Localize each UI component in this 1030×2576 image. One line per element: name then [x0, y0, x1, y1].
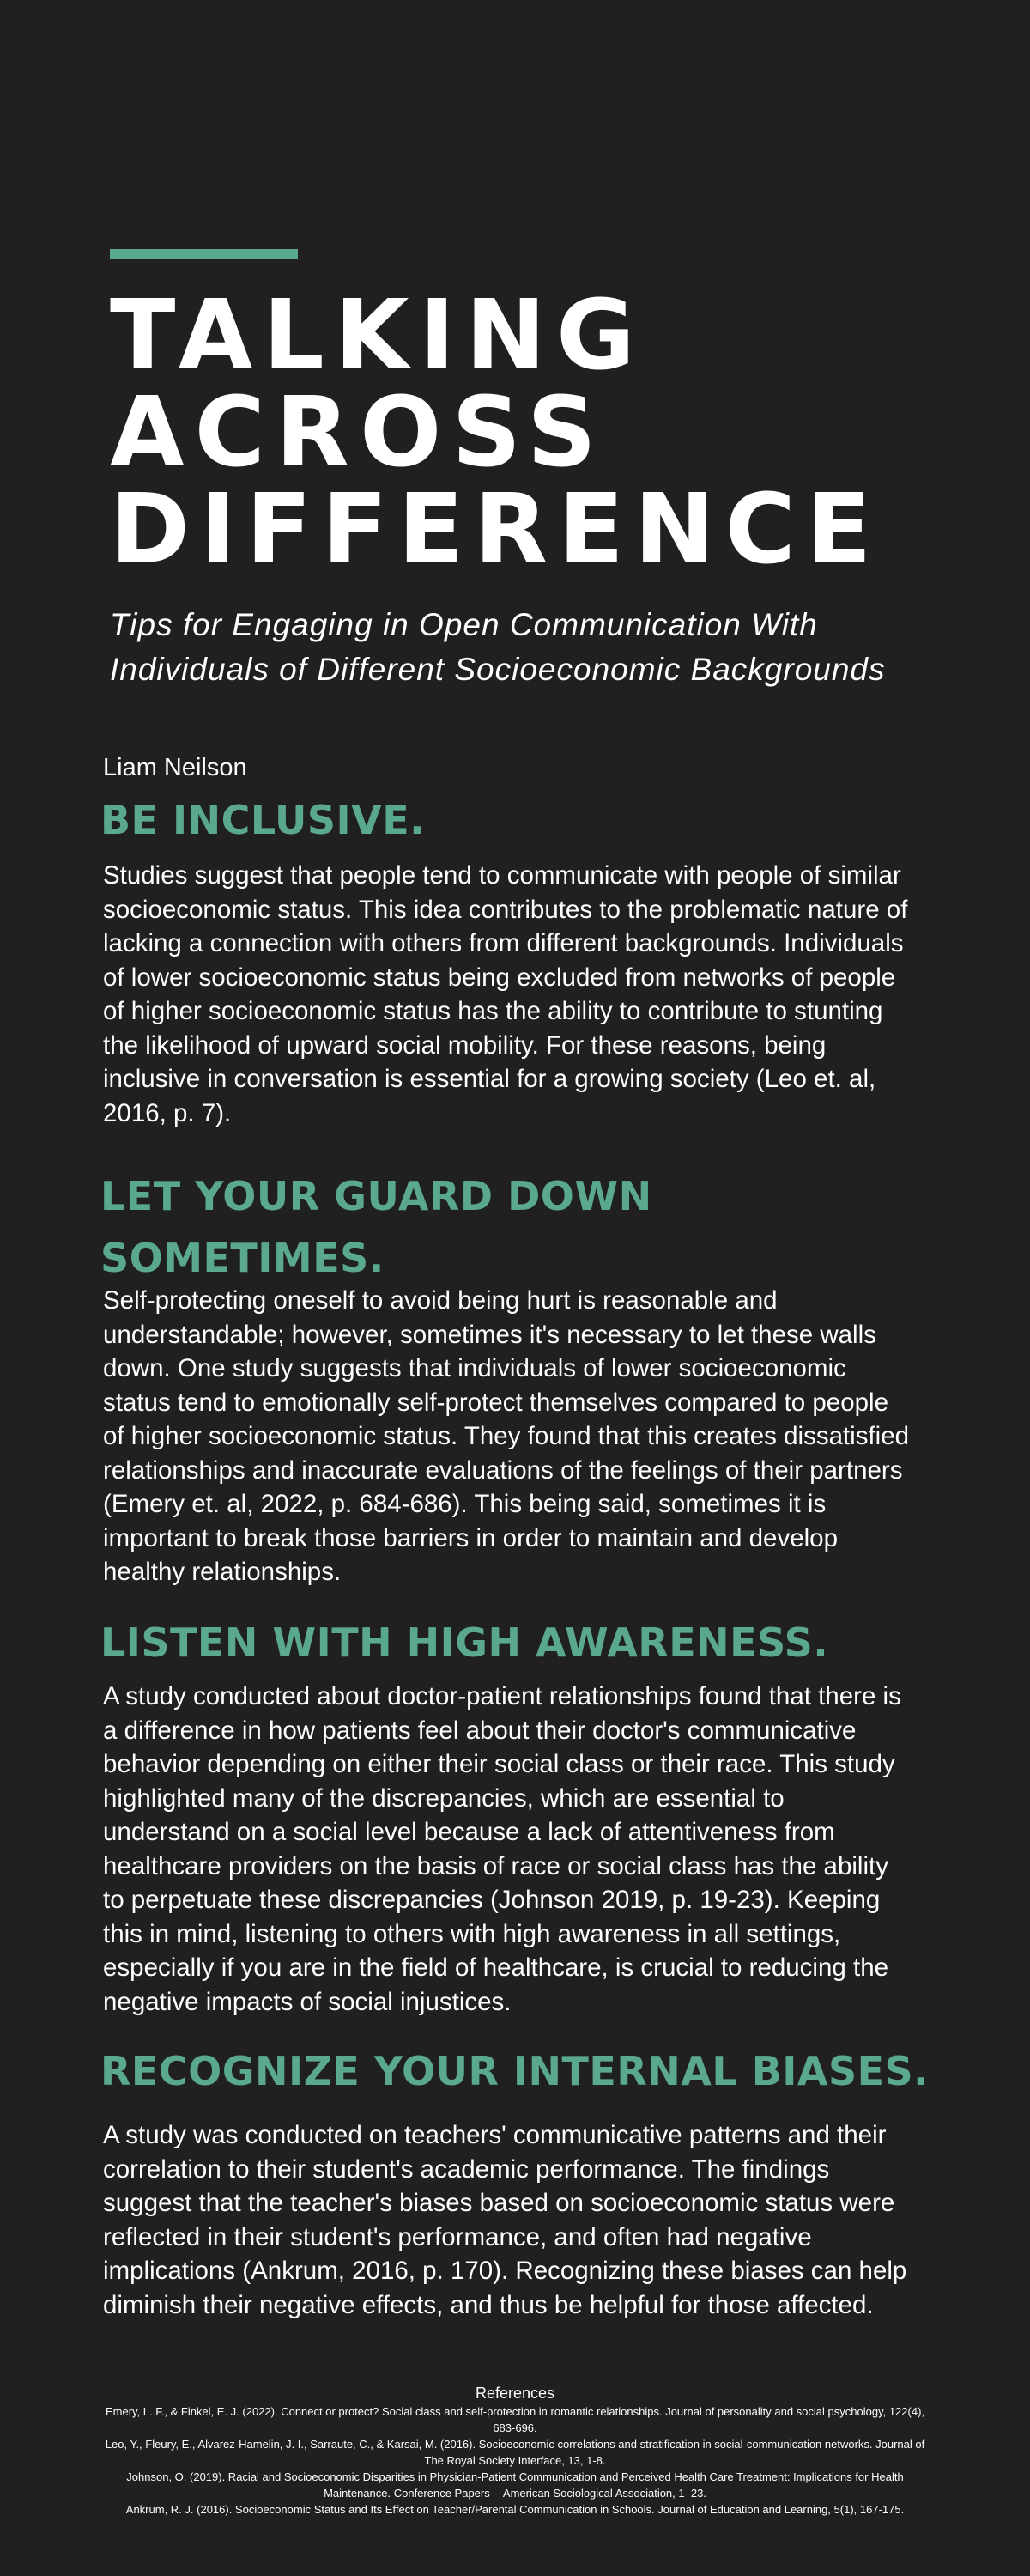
title-line-1: TALKING [110, 280, 645, 392]
heading-be-inclusive: BE INCLUSIVE. [100, 797, 426, 843]
section-body-be-inclusive: Studies suggest that people tend to communicate with people of similar socioeconomic status. This idea contributes to the problematic nature of lacking a connection with others from different backgrounds. Individuals of lower socioeconomic status being excluded from networks of people of higher socioeconomic status has the ability to contribute to stunting the likelihood of upward social mobility. For these reasons, being inclusive in conversation is essential for a growing society (Leo et. al, 2016, p. 7). [103, 861, 908, 1127]
heading-recognize-your-internal-biases: RECOGNIZE YOUR INTERNAL BIASES. [100, 2048, 930, 2094]
page-title [110, 280, 968, 586]
author-name: Liam Neilson [103, 754, 247, 781]
references-section [94, 2383, 936, 2518]
reference-item: Johnson, O. (2019). Racial and Socioeconomic Disparities in Physician-Patient Communication and Perceived Health Care Treatment: Implications for Health Maintenance. Conference Papers -- American Sociological Association, 1–23. [126, 2470, 904, 2500]
reference-item: Leo, Y., Fleury, E., Alvarez-Hamelin, J. I., Sarraute, C., & Karsai, M. (2016). Socioeconomic correlations and stratification in social-communication networks. Journal of The Royal Society Interface, 13, 1-8. [105, 2438, 925, 2467]
subtitle: Tips for Engaging in Open Communication With Individuals of Different Socioeconomic Backgrounds [110, 607, 886, 687]
heading-line-2: SOMETIMES. [100, 1235, 385, 1281]
heading-line-1: LET YOUR GUARD DOWN [100, 1173, 652, 1219]
title-line-3: DIFFERENCE [110, 474, 882, 586]
section-body-let-your-guard-down: Self-protecting oneself to avoid being hurt is reasonable and understandable; however, sometimes it's necessary to let these walls down. One study suggests that individuals of lower socioeconomic status tend to emotionally self-protect themselves compared to people of higher socioeconomic status. They found that this creates dissatisfied relationships and inaccurate evaluations of the feelings of their partners (Emery et. al, 2022, p. 684-686). This being said, sometimes it is important to break those barriers in order to maintain and develop healthy relationships. [103, 1286, 910, 1586]
heading-let-your-guard-down [100, 1165, 652, 1289]
title-accent-bar [110, 249, 298, 259]
reference-item: Emery, L. F., & Finkel, E. J. (2022). Connect or protect? Social class and self-protection in romantic relationships. Journal of personality and social psychology, 122(4), 683-696. [105, 2405, 925, 2434]
title-line-2: ACROSS [110, 377, 607, 489]
references-title: References [475, 2385, 555, 2402]
reference-item: Ankrum, R. J. (2016). Socioeconomic Status and Its Effect on Teacher/Parental Communication in Schools. Journal of Education and Learning, 5(1), 167-175. [125, 2503, 905, 2516]
section-body-listen-with-high-awareness: A study conducted about doctor-patient relationships found that there is a difference in how patients feel about their doctor's communicative behavior depending on either their social class or their race. This study highlighted many of the discrepancies, which are essential to understand on a social level because a lack of attentiveness from healthcare providers on the basis of race or social class has the ability to perpetuate these discrepancies (Johnson 2019, p. 19-23). Keeping this in mind, listening to others with high awareness in all settings, especially if you are in the field of healthcare, is crucial to reducing the negative impacts of social injustices. [103, 1682, 901, 2016]
heading-listen-with-high-awareness: LISTEN WITH HIGH AWARENESS. [100, 1619, 829, 1666]
section-body-recognize-your-internal-biases: A study was conducted on teachers' communicative patterns and their correlation to their student's academic performance. The findings suggest that the teacher's biases based on socioeconomic status were reflected in their student's performance, and often had negative implications (Ankrum, 2016, p. 170). Recognizing these biases can help diminish their negative effects, and thus be helpful for those affected. [103, 2121, 907, 2319]
